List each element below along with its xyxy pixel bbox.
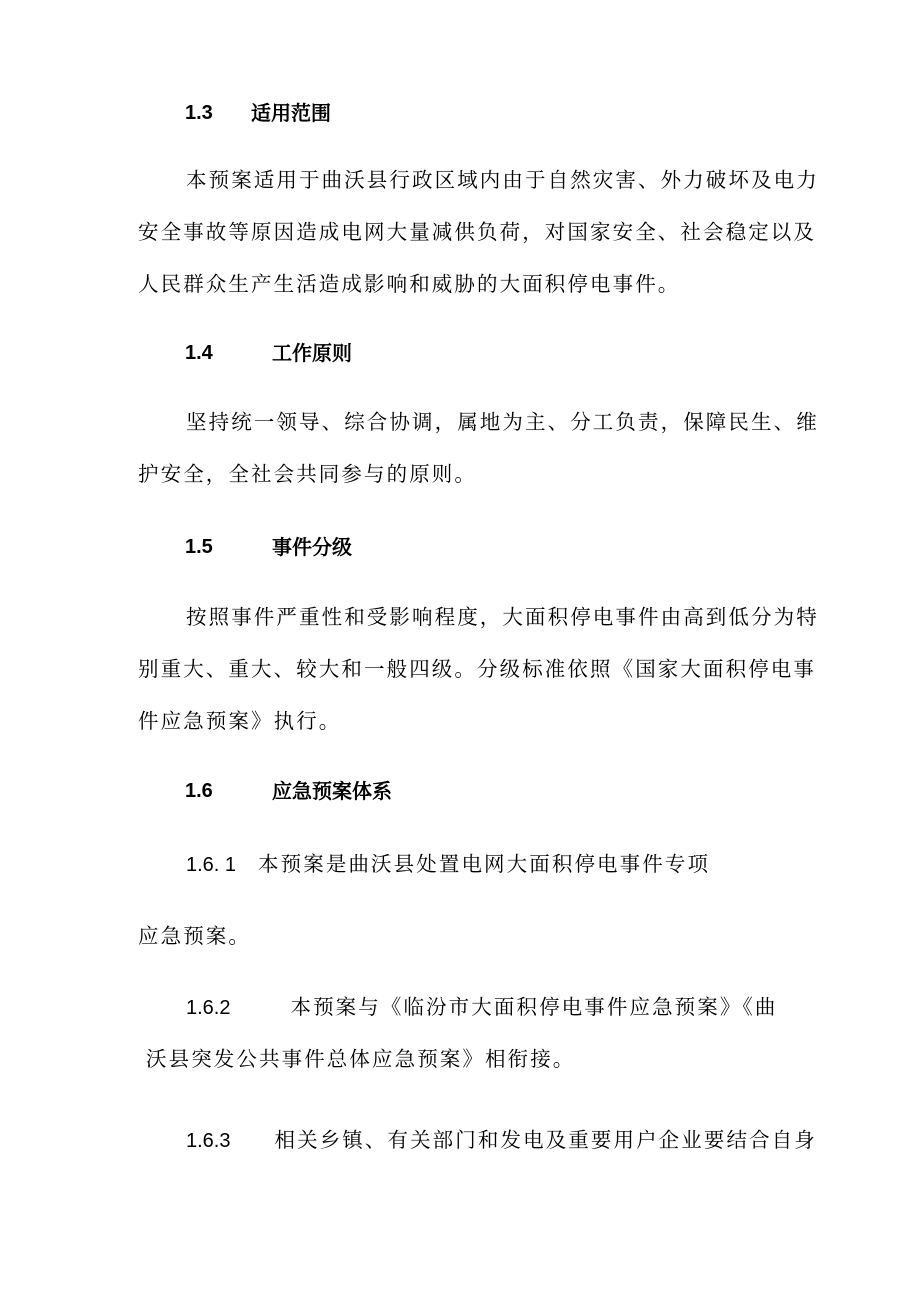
paragraph-line: 护安全，全社会共同参与的原则。 [138, 462, 477, 486]
section-title: 事件分级 [272, 535, 352, 559]
section-title: 应急预案体系 [272, 779, 392, 803]
section-number: 1.6 [185, 780, 213, 802]
subsection-number: 1.6.3 [186, 1130, 231, 1152]
paragraph-line: 别重大、重大、较大和一般四级。分级标准依照《国家大面积停电事 [138, 657, 816, 681]
subsection-number: 1.6. 1 [186, 854, 237, 876]
subsection-number: 1.6.2 [186, 997, 231, 1019]
paragraph-line: 件应急预案》执行。 [138, 709, 342, 733]
paragraph-line: 安全事故等原因造成电网大量减供负荷，对国家安全、社会稳定以及 [138, 220, 816, 244]
section-heading-1-4 [185, 339, 485, 367]
paragraph-1-6-1-cont [138, 910, 251, 962]
paragraph-1-6-1 [138, 838, 710, 890]
section-heading-1-3 [185, 99, 485, 127]
section-heading-1-6 [185, 777, 485, 805]
paragraph-line: 坚持统一领导、综合协调，属地为主、分工负责，保障民生、维 [186, 410, 819, 434]
paragraph-line [138, 1114, 817, 1166]
paragraph-line: 沃县突发公共事件总体应急预案》相衔接。 [146, 1047, 576, 1071]
paragraph-1-6-2 [138, 981, 777, 1085]
paragraph-principles [138, 396, 819, 500]
section-title: 适用范围 [251, 101, 331, 125]
paragraph-line [138, 838, 710, 890]
subsection-text: 本预案与《临汾市大面积停电事件应急预案》《曲 [290, 995, 778, 1019]
paragraph-scope [138, 154, 819, 310]
paragraph-line: 人民群众生产生活造成影响和威胁的大面积停电事件。 [138, 272, 681, 296]
section-title: 工作原则 [272, 341, 352, 365]
subsection-text: 本预案是曲沃县处置电网大面积停电事件专项 [258, 852, 711, 876]
section-heading-1-5 [185, 533, 485, 561]
section-number: 1.4 [185, 342, 213, 364]
paragraph-classification [138, 591, 819, 747]
paragraph-1-6-3 [138, 1114, 817, 1166]
section-number: 1.3 [185, 102, 213, 124]
subsection-text: 相关乡镇、有关部门和发电及重要用户企业要结合自身 [274, 1128, 817, 1152]
paragraph-line: 应急预案。 [138, 924, 251, 948]
paragraph-line [138, 981, 777, 1033]
paragraph-line: 本预案适用于曲沃县行政区域内由于自然灾害、外力破坏及电力 [186, 168, 819, 192]
section-number: 1.5 [185, 536, 213, 558]
paragraph-line: 按照事件严重性和受影响程度，大面积停电事件由高到低分为特 [186, 605, 819, 629]
